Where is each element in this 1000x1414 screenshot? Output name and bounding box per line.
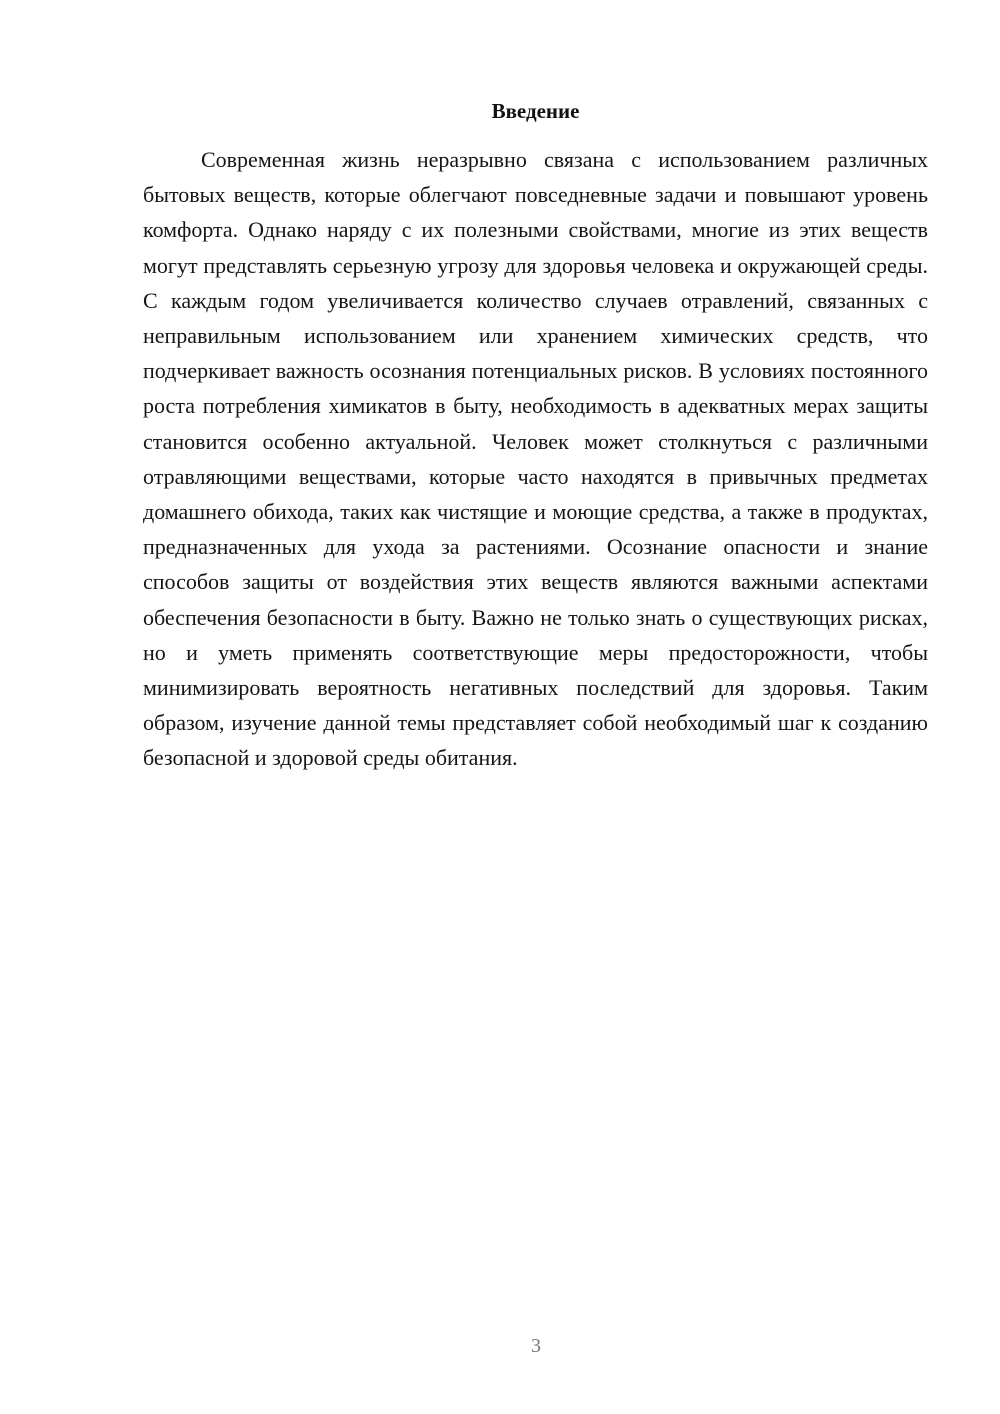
section-heading: Введение xyxy=(491,99,580,123)
page-number: 3 xyxy=(531,1335,541,1357)
body-paragraph: Современная жизнь неразрывно связана с использованием различных бытовых веществ, которые облегчают повседневные задачи и повышают уровень комфорта. Однако наряду с их полезными свойствами, многие из этих веществ могут представлять серьезную угрозу для здоровья человека и окружающей среды. С каждым годом увеличивается количество случаев отравлений, связанных с неправильным использованием или хранением химических средств, что подчеркивает важность осознания потенциальных рисков. В условиях постоянного роста потребления химикатов в быту, необходимость в адекватных мерах защиты становится особенно актуальной. Человек может столкнуться с различными отравляющими веществами, которые часто находятся в привычных предметах домашнего обихода, таких как чистящие и моющие средства, а также в продуктах, предназначенных для ухода за растениями. Осознание опасности и знание способов защиты от воздействия этих веществ являются важными аспектами обеспечения безопасности в быту. Важно не только знать о существующих рисках, но и уметь применять соответствующие меры предосторожности, чтобы минимизировать вероятность негативных последствий для здоровья. Таким образом, изучение данной темы представляет собой необходимый шаг к созданию безопасной и здоровой среды обитания. xyxy=(143,147,928,771)
